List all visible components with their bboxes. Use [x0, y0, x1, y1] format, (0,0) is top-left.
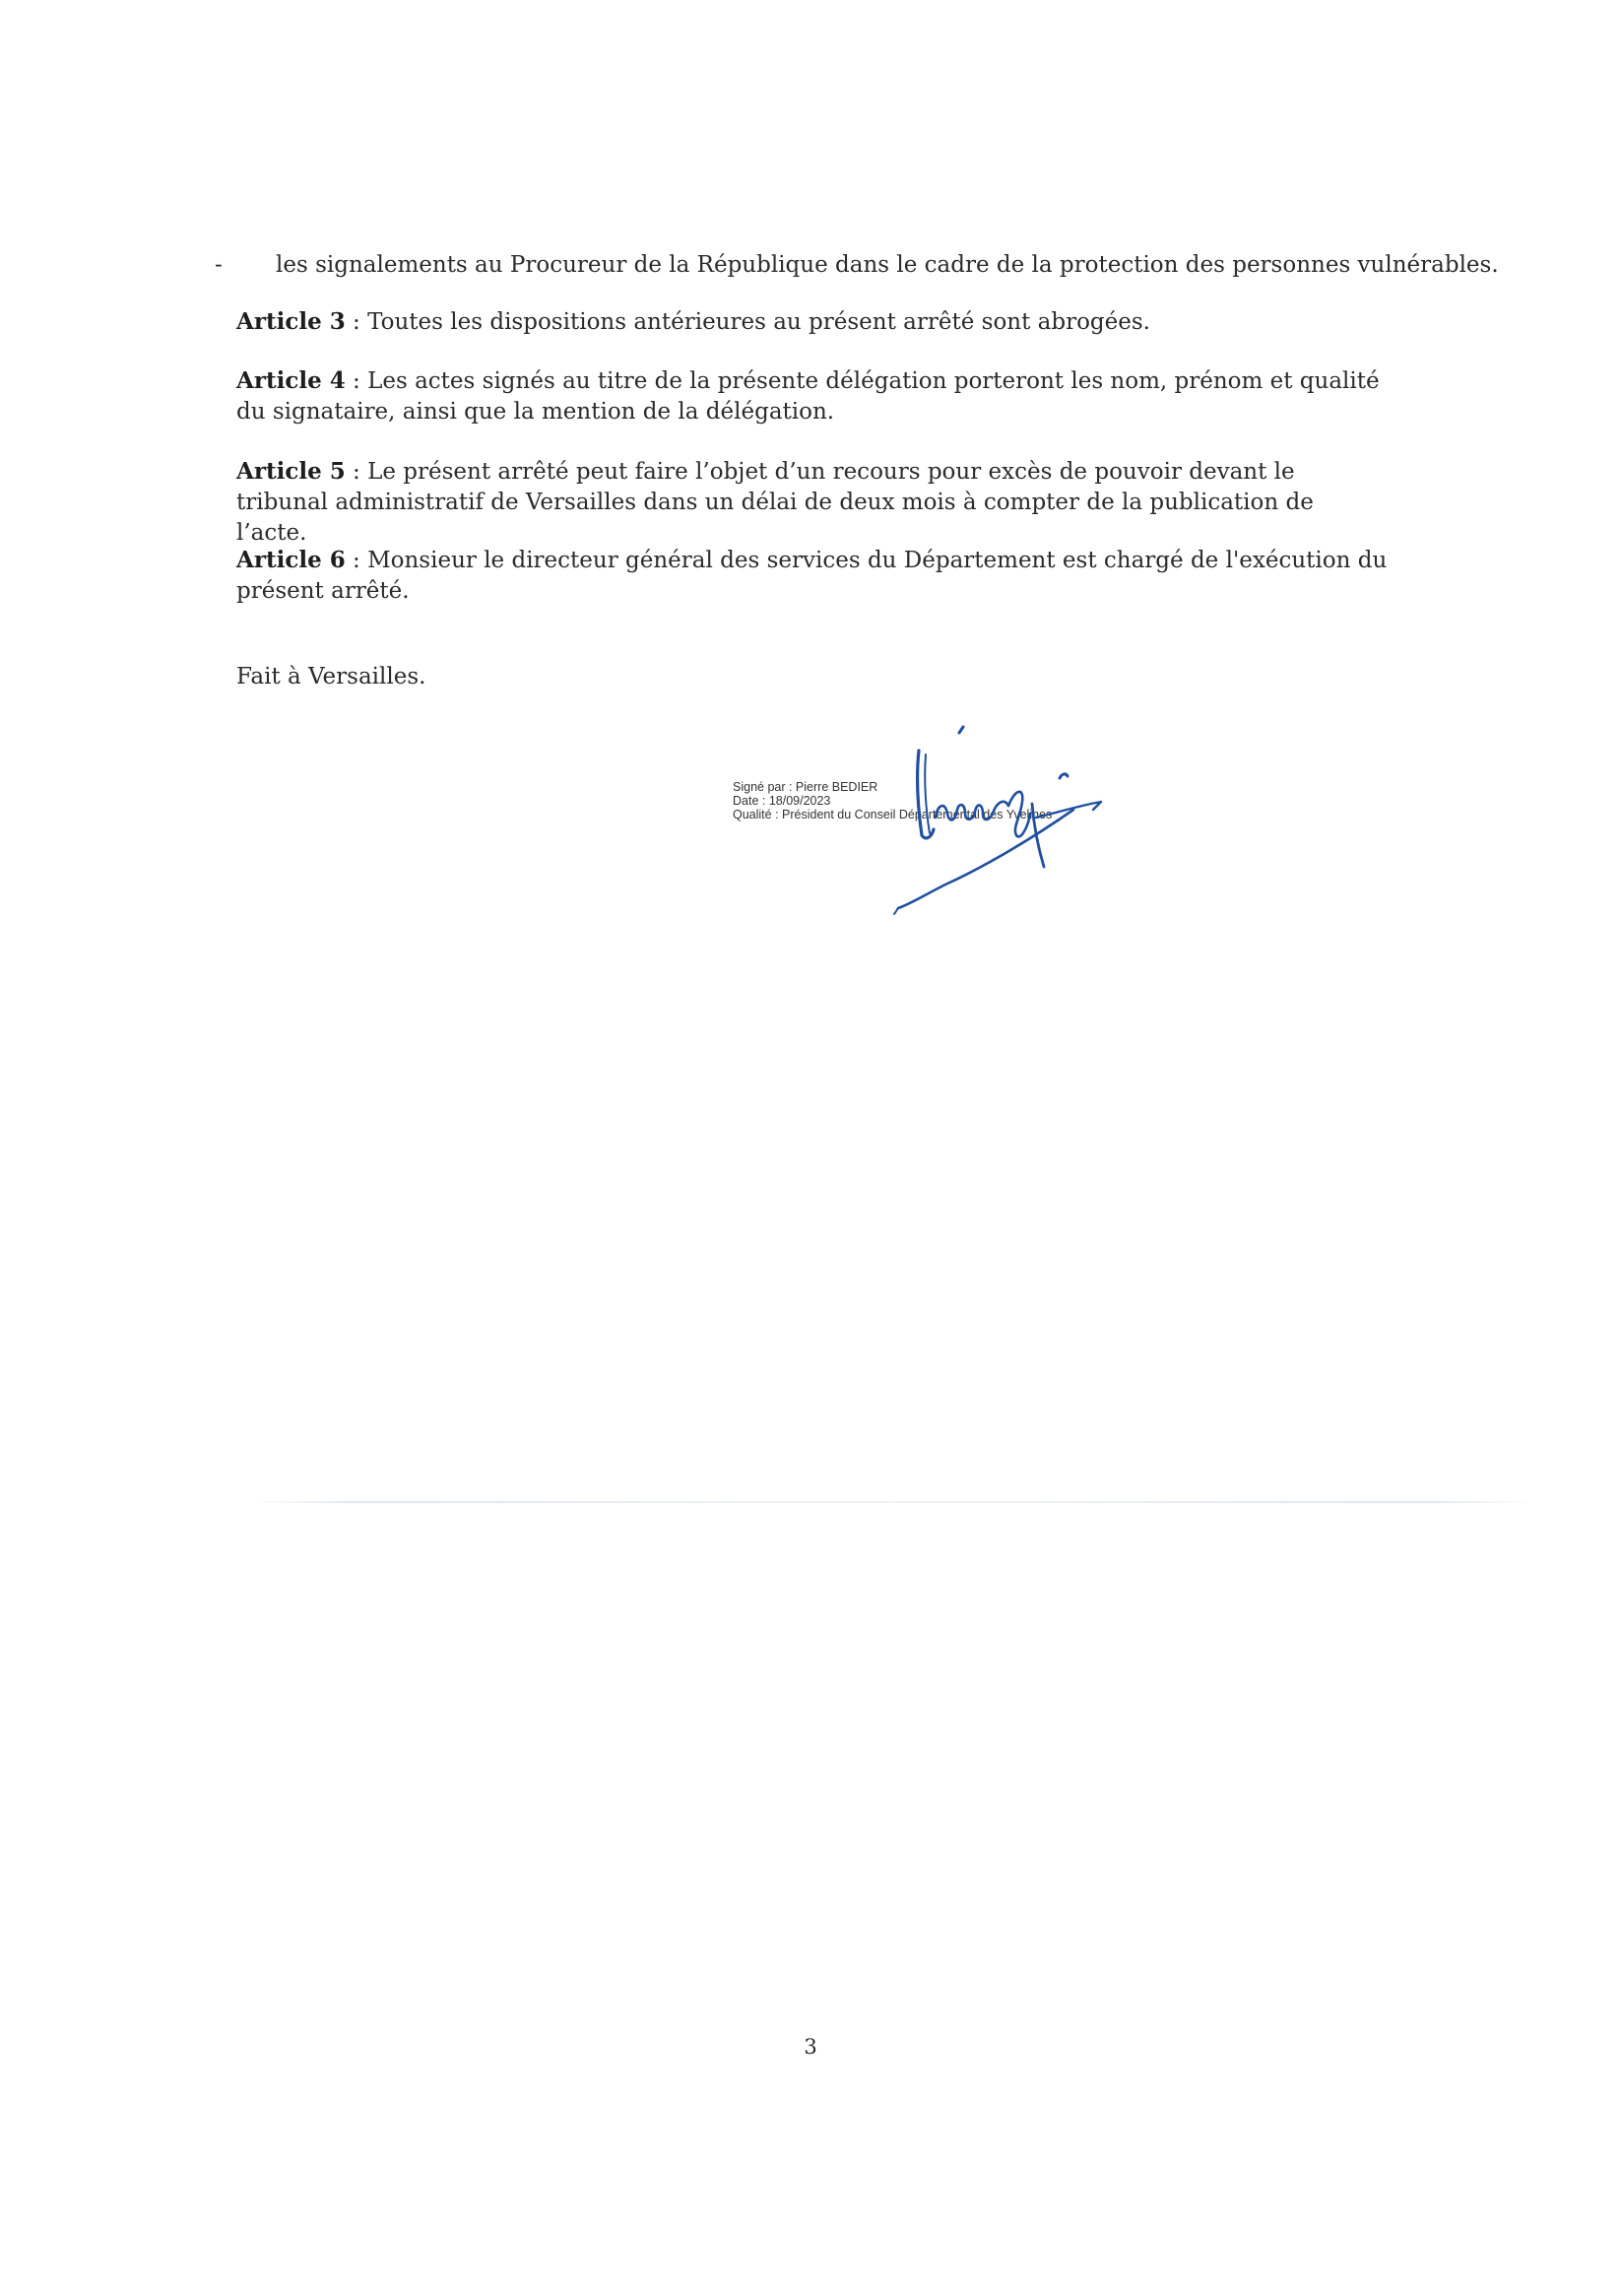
closing-place: Fait à Versailles. [236, 664, 426, 689]
bullet-dash: - [215, 252, 223, 278]
article-text: : Toutes les dispositions antérieures au présent arrêté sont abrogées. [345, 309, 1150, 335]
article-text: : Le présent arrêté peut faire l’objet d’un recours pour excès de pouvoir devant le tribunal administratif de Versailles dans un délai de deux mois à compter de la publication de l’acte. [236, 459, 1314, 546]
article-text: : Les actes signés au titre de la présente délégation porteront les nom, prénom et qualité du signataire, ainsi que la mention de la délégation. [236, 368, 1380, 425]
article-3 [236, 306, 1389, 338]
article-5 [236, 456, 1389, 549]
article-label: Article 4 [236, 367, 346, 394]
signer-quality: Qualité : Président du Conseil Départemental des Yvelines [733, 808, 1053, 821]
article-text: : Monsieur le directeur général des services du Département est chargé de l'exécution du présent arrêté. [236, 548, 1388, 604]
scan-artifact-line [251, 1501, 1531, 1503]
bullet-item [215, 250, 1499, 281]
signed-by: Signé par : Pierre BEDIER [733, 780, 878, 794]
page-number: 3 [804, 2035, 817, 2059]
article-4 [236, 365, 1389, 427]
signature-date: Date : 18/09/2023 [733, 794, 831, 808]
handwritten-signature [867, 719, 1123, 926]
article-6 [236, 545, 1389, 607]
article-label: Article 5 [236, 458, 346, 485]
article-label: Article 3 [236, 308, 346, 335]
article-label: Article 6 [236, 547, 346, 573]
bullet-text: les signalements au Procureur de la République dans le cadre de la protection des personnes vulnérables. [276, 252, 1499, 278]
